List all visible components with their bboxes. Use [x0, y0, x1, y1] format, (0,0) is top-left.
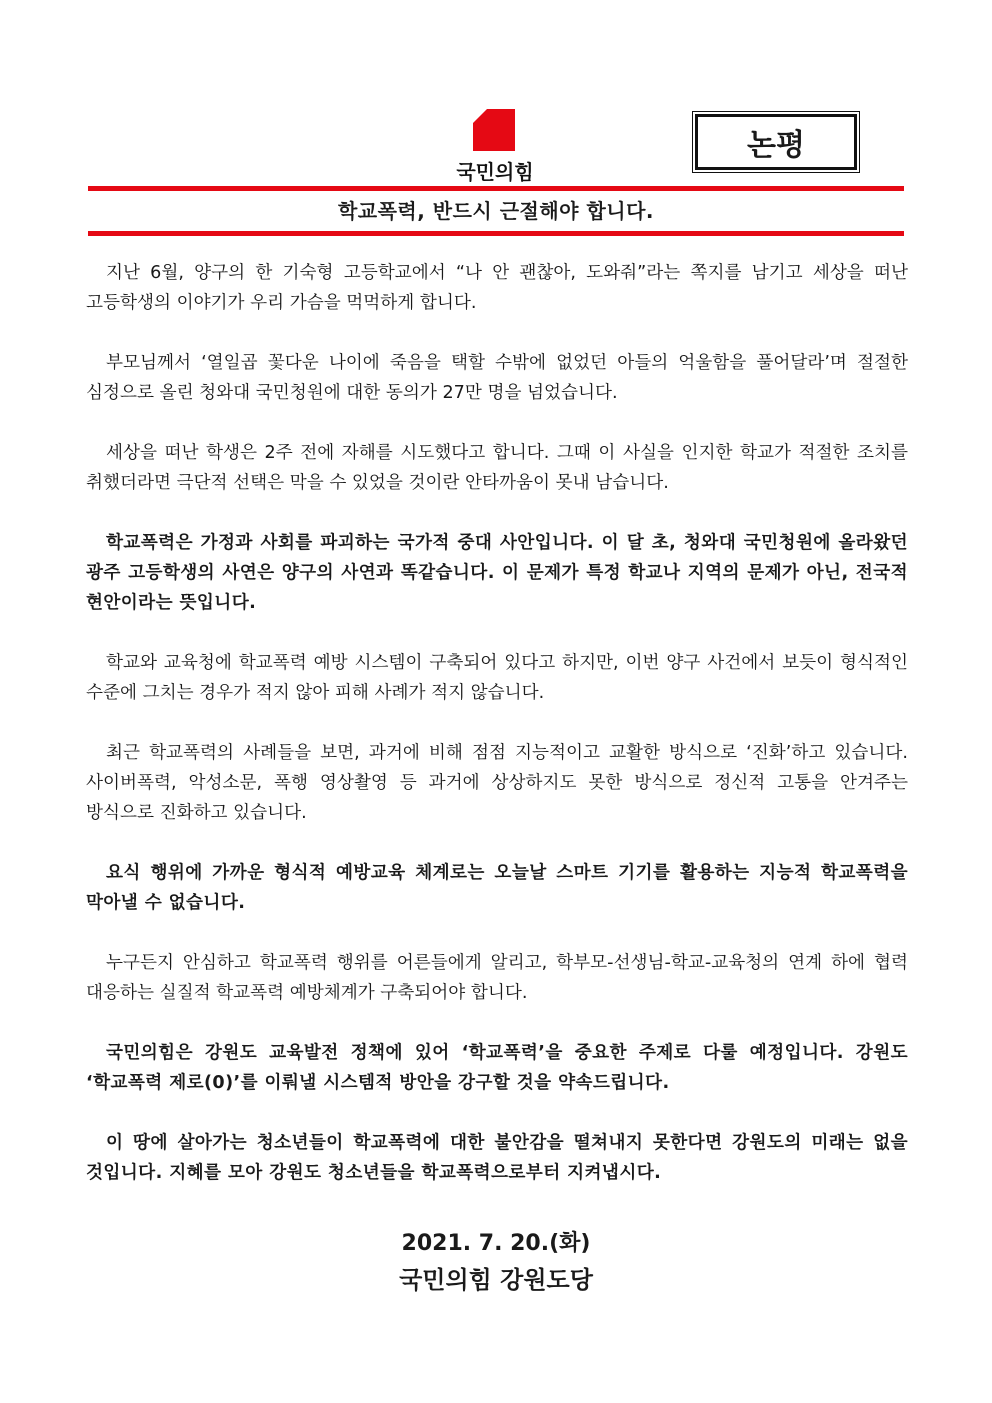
headline-top-divider [88, 186, 904, 191]
headline: 학교폭력, 반드시 근절해야 합니다. [337, 199, 655, 223]
paragraph: 학교폭력은 가정과 사회를 파괴하는 국가적 중대 사안입니다. 이 달 초, 청와대 국민청원에 올라왔던 광주 고등학생의 사연은 양구의 사연과 똑같습니다. 이 문제가 특정 학교나 지역의 문제가 아닌, 전국적 현안이라는 뜻입니다. [86, 533, 908, 613]
paragraph: 요식 행위에 가까운 형식적 예방교육 체계로는 오늘날 스마트 기기를 활용하는 지능적 학교폭력을 막아낼 수 없습니다. [86, 863, 908, 913]
headline-bottom-divider [88, 231, 904, 236]
issuing-organization: 국민의힘 강원도당 [399, 1266, 593, 1294]
party-logo-text: 국민의힘 [456, 160, 534, 184]
issue-date: 2021. 7. 20.(화) [401, 1231, 591, 1256]
paragraph: 부모님께서 ‘열일곱 꽃다운 나이에 죽음을 택할 수밖에 없었던 아들의 억울함을 풀어달라’며 절절한 심정으로 올린 청와대 국민청원에 대한 동의가 27만 명을 넘었습니다. [86, 353, 908, 403]
paragraph: 최근 학교폭력의 사례들을 보면, 과거에 비해 점점 지능적이고 교활한 방식으로 ‘진화’하고 있습니다. 사이버폭력, 악성소문, 폭행 영상촬영 등 과거에 상상하지도 못한 방식으로 정신적 고통을 안겨주는 방식으로 진화하고 있습니다. [86, 743, 908, 823]
paragraph: 누구든지 안심하고 학교폭력 행위를 어른들에게 알리고, 학부모-선생님-학교-교육청의 연계 하에 협력 대응하는 실질적 학교폭력 예방체계가 구축되어야 합니다. [86, 953, 908, 1003]
party-logo-icon [473, 109, 515, 151]
document-type-badge: 논평 [695, 114, 857, 170]
paragraph: 세상을 떠난 학생은 2주 전에 자해를 시도했다고 합니다. 그때 이 사실을 인지한 학교가 적절한 조치를 취했더라면 극단적 선택은 막을 수 있었을 것이란 안타까움이 못내 남습니다. [86, 443, 908, 493]
paragraph: 이 땅에 살아가는 청소년들이 학교폭력에 대한 불안감을 떨쳐내지 못한다면 강원도의 미래는 없을 것입니다. 지혜를 모아 강원도 청소년들을 학교폭력으로부터 지켜냅시다. [86, 1133, 908, 1183]
paragraph: 학교와 교육청에 학교폭력 예방 시스템이 구축되어 있다고 하지만, 이번 양구 사건에서 보듯이 형식적인 수준에 그치는 경우가 적지 않아 피해 사례가 적지 않습니다. [86, 653, 908, 703]
article-body [86, 258, 908, 1218]
paragraph: 지난 6월, 양구의 한 기숙형 고등학교에서 “나 안 괜찮아, 도와줘”라는 쪽지를 남기고 세상을 떠난 고등학생의 이야기가 우리 가슴을 먹먹하게 합니다. [86, 263, 908, 313]
paragraph: 국민의힘은 강원도 교육발전 정책에 있어 ‘학교폭력’을 중요한 주제로 다룰 예정입니다. 강원도 ‘학교폭력 제로(0)’를 이뤄낼 시스템적 방안을 강구할 것을 약속드립니다. [86, 1043, 908, 1093]
